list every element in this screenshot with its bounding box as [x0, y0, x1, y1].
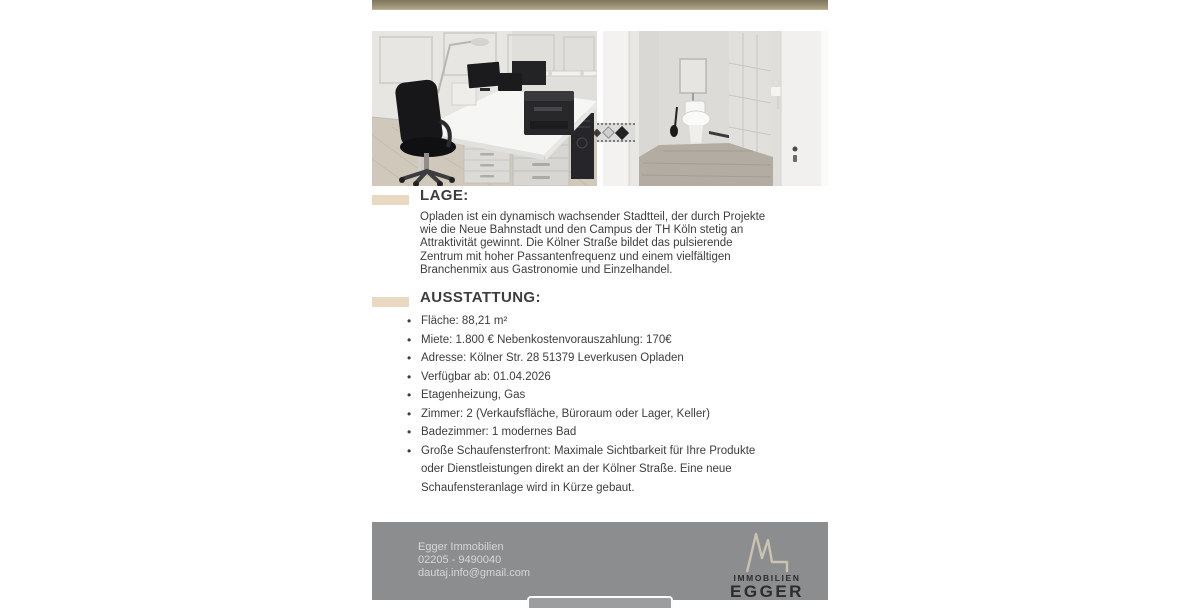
lage-heading: LAGE: — [420, 187, 469, 204]
ausstattung-list — [420, 312, 767, 497]
diamond-outline-icon — [602, 126, 615, 139]
lage-accent-bar — [372, 195, 409, 205]
photo-gallery — [372, 31, 828, 186]
feature-list-item: • Etagenheizung, Gas — [420, 386, 767, 405]
feature-list-item: • Verfügbar ab: 01.04.2026 — [420, 368, 767, 387]
ausstattung-accent-bar — [372, 297, 409, 307]
feature-list-item: • Fläche: 88,21 m² — [420, 312, 767, 331]
cathedral-mark-icon — [741, 530, 793, 572]
company-logo — [724, 530, 810, 602]
email-address[interactable]: dautaj.info@gmail.com — [418, 567, 531, 579]
contact-block — [418, 541, 530, 580]
feature-list-item: • Adresse: Kölner Str. 28 51379 Leverkusen Opladen — [420, 349, 767, 368]
feature-list-item: • Badezimmer: 1 modernes Bad — [420, 423, 767, 442]
lage-paragraph: Opladen ist ein dynamisch wachsender Stadtteil, der durch Projekte wie die Neue Bahnstadt und den Campus der TH Köln stetig an Attraktivität gewinnt. Die Kölner Straße bildet das pulsierende Zentrum mit hoher Passantenfrequenz und einem vielfältigen Branchenmix aus Gastronomie und Einzelhandel. — [420, 211, 766, 276]
header-accent-bar — [372, 0, 828, 10]
viewer-toolbar-partial[interactable] — [527, 596, 673, 608]
photo-watermark-badge — [597, 123, 635, 142]
bathroom-photo — [603, 31, 828, 186]
expose-page — [372, 0, 828, 600]
footer — [372, 522, 828, 600]
phone-number: 02205 - 9490040 — [418, 554, 502, 566]
feature-list-item: • Zimmer: 2 (Verkaufsfläche, Büroraum oder Lager, Keller) — [420, 405, 767, 424]
office-photo — [372, 31, 597, 186]
feature-list-item: • Miete: 1.800 € Nebenkostenvorauszahlung: 170€ — [420, 331, 767, 350]
ausstattung-heading: AUSSTATTUNG: — [420, 289, 541, 306]
logo-egger-text: EGGER — [730, 582, 804, 601]
feature-list-item: • Große Schaufensterfront: Maximale Sichtbarkeit für Ihre Produkte oder Dienstleistungen direkt an der Kölner Straße. Eine neue Schaufensteranlage wird in Kürze gebaut. — [420, 442, 767, 498]
diamond-solid-icon — [614, 125, 628, 139]
company-name: Egger Immobilien — [418, 541, 504, 553]
logo-immobilien-text: IMMOBILIEN — [733, 573, 801, 583]
